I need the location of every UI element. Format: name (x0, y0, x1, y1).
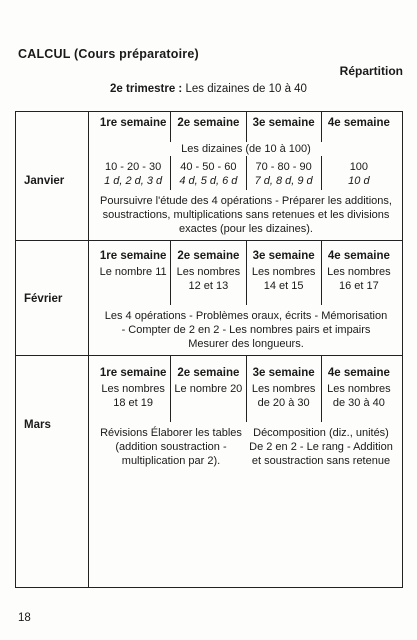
week-headers (96, 112, 396, 142)
trimestre-line (0, 83, 417, 95)
trimestre-text: Les dizaines de 10 à 40 (185, 83, 307, 95)
week-topics (96, 241, 396, 305)
week-header: 1re semaine (99, 117, 167, 129)
week-cell: 1re semaine Le nombre 11 (99, 250, 167, 278)
month-note: Poursuivre l'étude des 4 opérations - Préparer les additions, soustractions, multiplications sans retenues et les divisions exactes (pour les dizaines). (100, 195, 392, 235)
week-header: 2e semaine (170, 112, 245, 142)
month-subtitle: Les dizaines (de 10 à 100) (181, 143, 311, 155)
page-number: 18 (18, 612, 31, 624)
month-note: Les 4 opérations - Problèmes oraux, écrits - Mémorisation - Compter de 2 en 2 - Les nombres pairs et impairs Mesurer des longueurs. (104, 310, 388, 350)
month-note-right: Décomposition (diz., unités) De 2 en 2 - Le rang - Addition et soustraction sans retenue (249, 427, 393, 467)
week-topics (96, 356, 396, 422)
week-cell: 4e semaine Les nombres de 30 à 40 (321, 356, 396, 422)
week-cell: 40 - 50 - 60 4 d, 5 d, 6 d (170, 156, 245, 190)
month-name: Février (24, 293, 63, 305)
week-header: 3e semaine (246, 112, 321, 142)
week-header: 4e semaine (321, 112, 396, 142)
week-cell: 2e semaine Le nombre 20 (170, 356, 245, 422)
month-content (96, 112, 396, 240)
week-cell: 10 - 20 - 30 1 d, 2 d, 3 d (104, 161, 163, 187)
week-cell: 70 - 80 - 90 7 d, 8 d, 9 d (246, 156, 321, 190)
week-cell: 100 10 d (321, 156, 396, 190)
month-name: Janvier (24, 175, 65, 187)
week-cell: 3e semaine Les nombres 14 et 15 (246, 241, 321, 305)
month-content (96, 356, 396, 588)
month-notes (96, 426, 396, 468)
schedule-table (15, 111, 403, 588)
week-cell: 2e semaine Les nombres 12 et 13 (170, 241, 245, 305)
month-note-left: Révisions Élaborer les tables (addition soustraction - multiplication par 2). (100, 427, 242, 467)
week-cell: 4e semaine Les nombres 16 et 17 (321, 241, 396, 305)
month-content (96, 241, 396, 355)
week-values (96, 156, 396, 190)
month-row-fevrier (16, 241, 402, 355)
repartition-label: Répartition (339, 64, 403, 78)
month-row-janvier (16, 112, 402, 240)
week-cell: 1re semaine Les nombres 18 et 19 (99, 367, 167, 409)
month-row-mars (16, 356, 402, 588)
trimestre-label: 2e trimestre : (110, 83, 183, 95)
week-cell: 3e semaine Les nombres de 20 à 30 (246, 356, 321, 422)
course-title: CALCUL (Cours préparatoire) (18, 47, 199, 61)
month-name: Mars (24, 419, 51, 431)
